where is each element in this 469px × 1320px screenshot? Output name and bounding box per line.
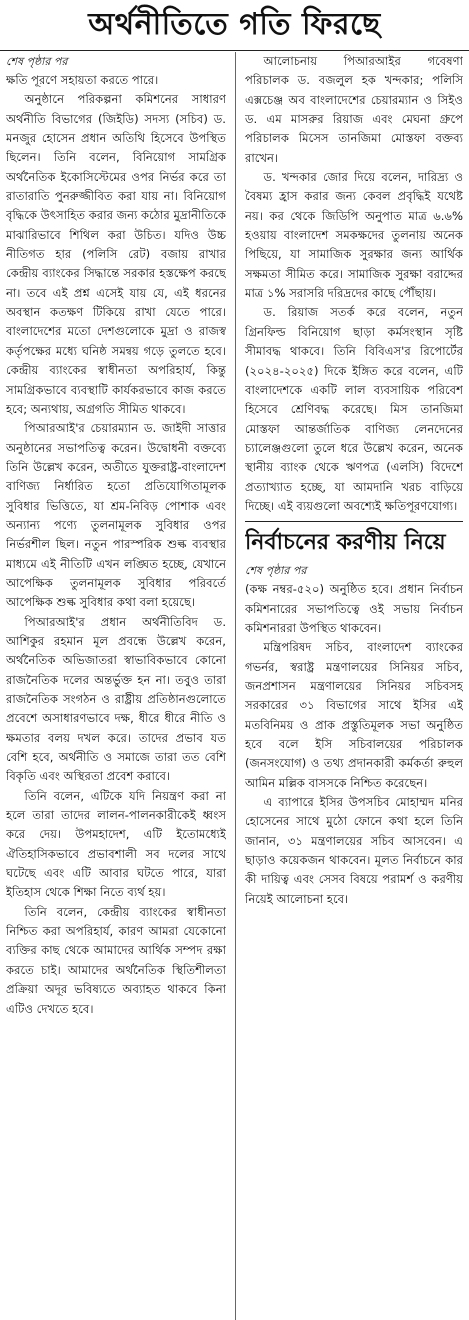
column-right: [245, 52, 463, 1320]
article2-continued-label: শেষ পৃষ্ঠার পর: [245, 564, 307, 578]
article-paragraph: ড. রিয়াজ সতর্ক করে বলেন, নতুন গ্রিনফিল্ড বিনিয়োগ ছাড়া কর্মসংস্থান সৃষ্টি সীমাবদ্ধ থাকবে। তিনি বিবিএস'র রিপোর্টের (২০২৪-২০২৫) দিকে ইঙ্গিত করে বলেন, এটি বাংলাদেশকে একটি লাল ব্যবসায়িক পরিবেশ হিসেবে শ্রেণিবদ্ধ করেছে। মিস তানজিমা মোস্তফা আন্তর্জাতিক বাণিজ্য লেনদেনের চ্যালেঞ্জগুলো তুলে ধরে উল্লেখ করেন, অনেক স্থানীয় ব্যাংক থেকে ঋণপত্র (এলসি) বিদেশে প্রত্যাখ্যাত হচ্ছে, যা আমদানি খরচ বাড়িয়ে দিচ্ছে। এই ব্যয়গুলো অবশ্যেই ক্ষতিপূরণযোগ্য।: [245, 305, 463, 513]
column-left: [6, 52, 226, 1320]
article-paragraph: পিআরআই'র চেয়ারম্যান ড. জাইদী সাত্তার অনুষ্ঠানের সভাপতিত্ব করেন। উদ্বোধনী বক্তব্যে তিনি উল্লেখ করেন, অতীতে যুক্তরাষ্ট্র-বাংলাদেশ বাণিজ্য নির্ধারিত হতো প্রতিযোগিতামূলক সুবিধার ভিত্তিতে, যা শ্রম-নিবিড় পোশাক এবং অন্যান্য পণ্যে তুলনামূলক সুবিধার ওপর নির্ভরশীল ছিল। নতুন পারস্পরিক শুল্ক ব্যবস্থার মাধ্যমে এই নীতিটি এখন লঙ্ঘিত হচ্ছে, যেখানে আপেক্ষিক তুলনামূলক সুবিধার পরিবর্তে আপেক্ষিক শুল্ক সুবিধার কথা বলা হয়েছে।: [6, 421, 226, 610]
section-divider: [245, 521, 463, 522]
article2-headline: নির্বাচনের করণীয় নিয়ে: [245, 530, 446, 556]
article-paragraph: ড. খন্দকার জোর দিয়ে বলেন, দারিদ্র্য ও বৈষম্য হ্রাস করার জন্য কেবল প্রবৃদ্ধিই যথেষ্ট নয়। কর থেকে জিডিপি অনুপাত মাত্র ৬.৬% হওয়ায় বাংলাদেশ সমকক্ষদের তুলনায় অনেক পিছিয়ে, যা সামাজিক সুরক্ষার জন্য আর্থিক সক্ষমতা সীমিত করে। সামাজিক সুরক্ষা বরাদ্দের মাত্র ১% সরাসরি দরিদ্রদের কাছে পৌঁছায়।: [245, 170, 463, 301]
article2-paragraph: (কক্ষ নম্বর-৫২০) অনুষ্ঠিত হবে। প্রধান নির্বাচন কমিশনারের সভাপতিত্বে ওই সভায় নির্বাচন কমিশনাররা উপস্থিত থাকবেন।: [245, 582, 463, 635]
continued-from-label: শেষ পৃষ্ঠার পর: [6, 55, 68, 68]
article2-paragraph: মন্ত্রিপরিষদ সচিব, বাংলাদেশ ব্যাংকের গভর্নর, স্বরাষ্ট্র মন্ত্রণালয়ের সিনিয়র সচিব, জনপ্রশাসন মন্ত্রণালয়ের সিনিয়র সচিবসহ সরকারের ৩১ বিভাগের সাথে ইসির এই মতবিনিময় ও প্রাক প্রস্তুতিমূলক সভা অনুষ্ঠিত হবে বলে ইসি সচিবালয়ের পরিচালক (জনসংযোগ) ও তথ্য প্রদানকারী কর্মকর্তা রুহুল আমিন মল্লিক বাসসকে নিশ্চিত করেছেন।: [245, 640, 463, 790]
article-paragraph: অনুষ্ঠানে পরিকল্পনা কমিশনের সাধারণ অর্থনীতি বিভাগের (জিইডি) সদস্য (সচিব) ড. মনজুর হোসেন প্রধান অতিথি হিসেবে উপস্থিত ছিলেন। তিনি বলেন, বিনিয়োগ সামগ্রিক অর্থনৈতিক ইকোসিস্টেমের ওপর নির্ভর করে তা রাতারাতি পুনরুজ্জীবিত করা যায় না। বিনিয়োগ বৃদ্ধিকে উৎসাহিত করার জন্য কঠোর মুদ্রানীতিকে মাঝারিভাবে শিথিল করা উচিত। যদিও উচ্চ নীতিগত হার (পলিসি রেট) বজায় রাখার কেন্দ্রীয় ব্যাংকের সিদ্ধান্তে সরকার হস্তক্ষেপ করছে না। তবে এই প্রশ্ন এসেই যায় যে, এই ধরনের অবস্থান কতক্ষণ টিকিয়ে রাখা যেতে পারে। বাংলাদেশের মতো দেশগুলোকে মুদ্রা ও রাজস্ব কর্তৃপক্ষের মধ্যে ঘনিষ্ঠ সমন্বয় গড়ে তুলতে হবে। কেন্দ্রীয় ব্যাংকের স্বাধীনতা অপরিহার্য, কিন্তু সামগ্রিকভাবে ব্যবস্থাটি কার্যকরভাবে কাজ করতে হবে; অন্যথায়, অগ্রগতি সীমিত থাকবে।: [6, 92, 226, 416]
article2-paragraph: এ ব্যাপারে ইসির উপসচিব মোহাম্মদ মনির হোসেনের সাথে মুঠো ফোনে কথা হলে তিনি জানান, ৩১ মন্ত্রণালয়ের সচিব আসবেন। এ ছাড়াও কয়েকজন থাকবেন। মূলত নির্বাচনে কার কী দায়িত্ব এবং সেসব বিষয়ে পরামর্শ ও করণীয় নিয়েই আলোচনা হবে।: [245, 795, 463, 906]
article-paragraph: ক্ষতি পূরণে সহায়তা করতে পারে।: [6, 73, 159, 87]
headline-divider: [0, 50, 469, 51]
article-paragraph: তিনি বলেন, এটিকে যদি নিয়ন্ত্রণ করা না হলে তারা তাদের লালন-পালনকারীকেই ধ্বংস করে দেয়। উপমহাদেশ, এটি ইতোমধ্যেই ঐতিহাসিকভাবে প্রভাবশালী সব দলের সাথে ঘটেছে এবং এটি আবার ঘটতে পারে, যারা ইতিহাস থেকে শিক্ষা নিতে ব্যর্থ হয়।: [6, 788, 226, 900]
column-divider: [235, 52, 236, 1320]
article-paragraph: পিআরআই'র প্রধান অর্থনীতিবিদ ড. আশিকুর রহমান মূল প্রবন্ধে উল্লেখ করেন, অর্থনৈতিক অভিজাতরা স্বাভাবিকভাবে কোনো রাজনৈতিক দলের অন্তর্ভুক্ত হন না। তবুও তারা রাজনৈতিক সংগঠন ও রাষ্ট্রীয় প্রতিষ্ঠানগুলোতে প্রবেশে অসাধারণভাবে দক্ষ, ধীরে ধীরে নীতি ও ক্ষমতার বলয় দখল করে। তাদের প্রভাব যত বেশি হবে, অর্থনীতি ও সমাজে তারা তত বেশি বিকৃতি এবং অস্থিরতা প্রবেশ করাবে।: [6, 614, 226, 784]
article-headline: অর্থনীতিতে গতি ফিরছে: [88, 7, 381, 42]
article-paragraph: তিনি বলেন, কেন্দ্রীয় ব্যাংকের স্বাধীনতা নিশ্চিত করা অপরিহার্য, কারণ আমরা যেকোনো ব্যক্তির কাছ থেকে আমাদের আর্থিক সম্পদ রক্ষা করতে চাই। আমাদের অর্থনৈতিক স্থিতিশীলতা প্রক্রিয়া অদূর ভবিষ্যতে অব্যাহত থাকবে কিনা এটিও দেখতে হবে।: [6, 904, 226, 1016]
article-paragraph: আলোচনায় পিআরআইর গবেষণা পরিচালক ড. বজলুল হক খন্দকার; পলিসি এক্সচেঞ্জ অব বাংলাদেশের চেয়ারম্যান ও সিইও ড. এম মাসরুর রিয়াজ এবং মেঘনা গ্রুপে পরিচালক মিসেস তানজিমা মোস্তফা বক্তব্য রাখেন।: [245, 54, 463, 165]
